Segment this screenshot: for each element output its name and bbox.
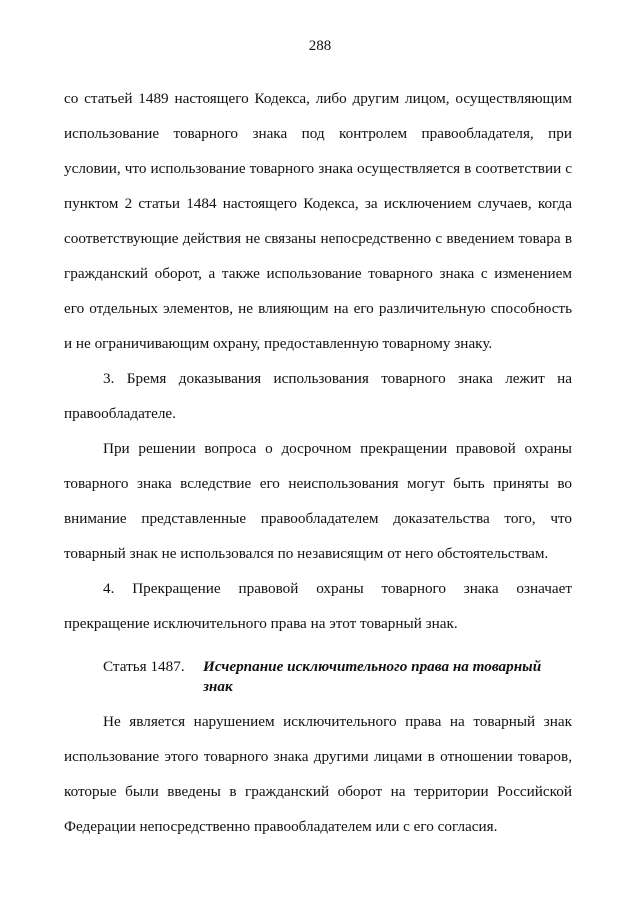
article-number: Статья 1487. xyxy=(103,658,185,675)
text-line: Федерации непосредственно правообладателем или с его согласия. xyxy=(64,818,498,835)
text-line: со статьей 1489 настоящего Кодекса, либо другим лицом, осуществляющим xyxy=(64,90,572,107)
text-line: 4. Прекращение правовой охраны товарного знака означает xyxy=(103,580,572,597)
text-line: Не является нарушением исключительного права на товарный знак xyxy=(103,713,572,730)
text-line: соответствующие действия не связаны непосредственно с введением товара в xyxy=(64,230,572,247)
text-line: внимание представленные правообладателем доказательства того, что xyxy=(64,510,572,527)
text-line: его отдельных элементов, не влияющим на его различительную способность xyxy=(64,300,572,317)
text-line: правообладателе. xyxy=(64,405,176,422)
text-line: условии, что использование товарного знака осуществляется в соответствии с xyxy=(64,160,572,177)
text-line: которые были введены в гражданский оборот на территории Российской xyxy=(64,783,572,800)
article-title: Исчерпание исключительного права на товарный знак xyxy=(203,658,542,695)
text-line: пунктом 2 статьи 1484 настоящего Кодекса, за исключением случаев, когда xyxy=(64,195,572,212)
text-line: гражданский оборот, а также использование товарного знака с изменением xyxy=(64,265,572,282)
text-line: 3. Бремя доказывания использования товарного знака лежит на xyxy=(103,370,572,387)
page-number: 288 xyxy=(308,38,332,54)
text-line: использование этого товарного знака другими лицами в отношении товаров, xyxy=(64,748,572,765)
text-line: При решении вопроса о досрочном прекращении правовой охраны xyxy=(103,440,572,457)
text-line: прекращение исключительного права на этот товарный знак. xyxy=(64,615,458,632)
text-line: использование товарного знака под контролем правообладателя, при xyxy=(64,125,572,142)
text-line: товарного знака вследствие его неиспользования могут быть приняты во xyxy=(64,475,572,492)
text-line: товарный знак не использовался по независящим от него обстоятельствам. xyxy=(64,545,549,562)
text-line: и не ограничивающим охрану, предоставленную товарному знаку. xyxy=(64,335,493,352)
